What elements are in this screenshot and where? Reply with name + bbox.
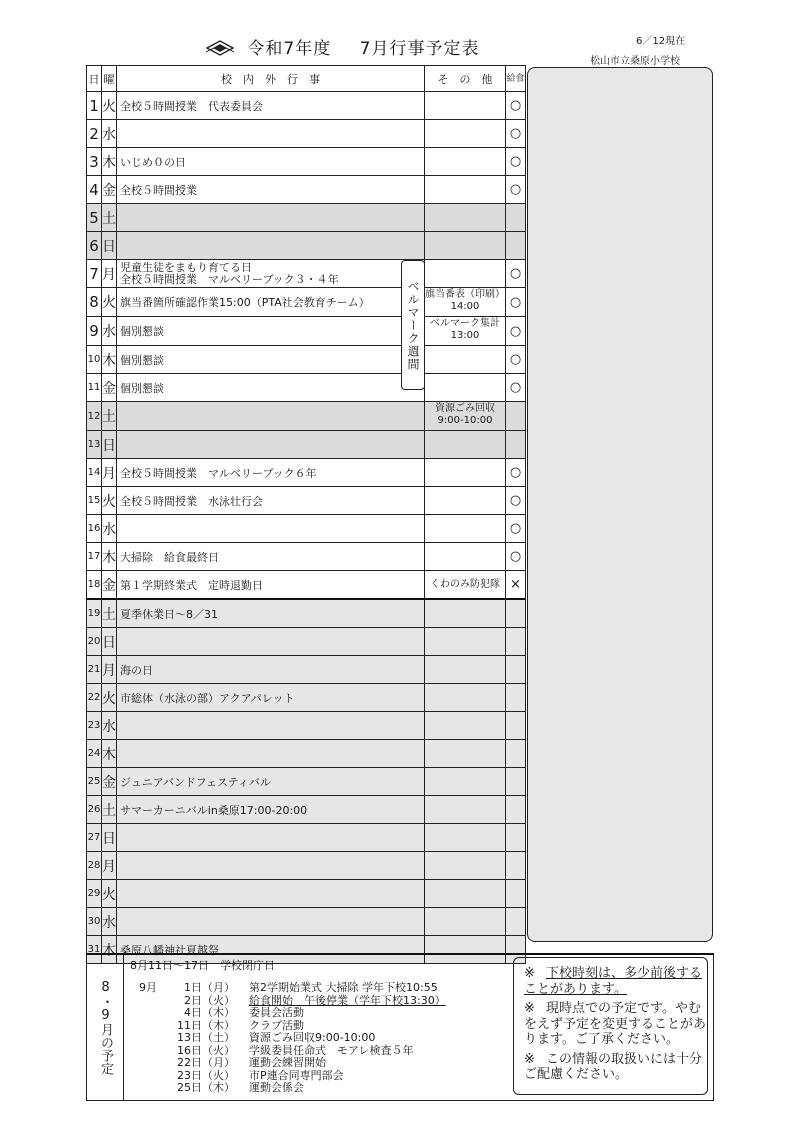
meal-cell: ○ (506, 148, 526, 176)
weekday-cell: 水 (102, 317, 117, 346)
weekday-cell: 金 (102, 571, 117, 600)
other-cell (425, 260, 506, 288)
other-cell (425, 487, 506, 515)
as-of-date: 6／12現在 (636, 36, 686, 47)
weekday-cell: 日 (102, 431, 117, 459)
aug-sep-label: 8・9月の予定 (87, 955, 124, 1100)
meal-cell (506, 880, 526, 908)
meal-cell: ○ (506, 92, 526, 120)
header-meal: 給食 (506, 66, 526, 92)
day-cell: 7 (87, 260, 102, 288)
september-date: 16日（火） (177, 1043, 235, 1057)
weekday-cell: 水 (102, 908, 117, 936)
other-cell (425, 92, 506, 120)
weekday-cell: 木 (102, 148, 117, 176)
event-cell: 海の日 (117, 656, 425, 684)
event-cell: ジュニアバンドフェスティバル (117, 768, 425, 796)
day-cell: 3 (87, 148, 102, 176)
meal-cell: ○ (506, 543, 526, 571)
event-cell: 全校５時間授業 水泳壮行会 (117, 487, 425, 515)
table-row (87, 92, 526, 120)
other-cell (425, 768, 506, 796)
event-cell: 桑原八幡神社夏越祭 (117, 936, 425, 964)
day-cell: 5 (87, 204, 102, 232)
september-date: 25日（木） (177, 1081, 235, 1094)
weekday-cell: 木 (102, 936, 117, 964)
other-cell (425, 824, 506, 852)
weekday-cell: 水 (102, 712, 117, 740)
table-row (87, 628, 526, 656)
other-cell (425, 374, 506, 402)
day-cell: 23 (87, 712, 102, 740)
other-line: 資源ごみ回収 (435, 403, 495, 414)
event-cell (117, 880, 425, 908)
day-cell: 9 (87, 317, 102, 346)
meal-cell (506, 824, 526, 852)
notes-side-panel (527, 67, 713, 942)
other-cell (425, 740, 506, 768)
table-row (87, 852, 526, 880)
other-line: 9:00-10:00 (437, 415, 493, 426)
meal-cell: ○ (506, 120, 526, 148)
meal-cell (506, 204, 526, 232)
other-cell (425, 148, 506, 176)
day-cell: 20 (87, 628, 102, 656)
table-row (87, 740, 526, 768)
page-title (205, 34, 479, 59)
meal-cell (506, 852, 526, 880)
weekday-cell: 火 (102, 288, 117, 317)
weekday-cell: 木 (102, 346, 117, 374)
meal-cell (506, 684, 526, 712)
september-date: 11日（木） (177, 1018, 235, 1032)
table-row (87, 204, 526, 232)
notice-mark: ※ (524, 1051, 535, 1067)
meal-cell (506, 768, 526, 796)
event-cell (117, 431, 425, 459)
header-events: 校 内 外 行 事 (117, 66, 425, 92)
other-cell (425, 515, 506, 543)
event-cell (117, 204, 425, 232)
weekday-cell: 金 (102, 374, 117, 402)
meal-cell (506, 628, 526, 656)
day-cell: 25 (87, 768, 102, 796)
table-row (87, 487, 526, 515)
day-cell: 31 (87, 936, 102, 964)
meal-cell (506, 712, 526, 740)
title-month: 7月行事予定表 (359, 39, 480, 59)
table-row (87, 515, 526, 543)
table-row (87, 431, 526, 459)
table-row (87, 402, 526, 431)
september-event: 運動会練習開始 (249, 1056, 326, 1069)
weekday-cell: 月 (102, 656, 117, 684)
event-cell: 個別懇談 (117, 317, 425, 346)
day-cell: 13 (87, 431, 102, 459)
weekday-cell: 水 (102, 515, 117, 543)
other-cell (425, 288, 506, 317)
table-row (87, 908, 526, 936)
table-row (87, 599, 526, 628)
notice-item (524, 1052, 707, 1083)
meal-cell (506, 599, 526, 628)
day-cell: 1 (87, 92, 102, 120)
day-cell: 26 (87, 796, 102, 824)
header-other: そ の 他 (425, 66, 506, 92)
weekday-cell: 日 (102, 824, 117, 852)
meal-cell: × (506, 571, 526, 600)
event-cell: 全校５時間授業 代表委員会 (117, 92, 425, 120)
header-day: 日 (87, 66, 102, 92)
table-row (87, 796, 526, 824)
other-cell (425, 599, 506, 628)
weekday-cell: 火 (102, 487, 117, 515)
september-event: 委員会活動 (249, 1006, 304, 1019)
event-cell: 市総体（水泳の部）アクアパレット (117, 684, 425, 712)
day-cell: 29 (87, 880, 102, 908)
day-cell: 21 (87, 656, 102, 684)
september-date: 13日（土） (177, 1031, 235, 1044)
september-item (139, 1082, 446, 1095)
other-cell (425, 431, 506, 459)
event-cell (117, 628, 425, 656)
event-cell: サマーカーニバルin桑原17:00-20:00 (117, 796, 425, 824)
day-cell: 28 (87, 852, 102, 880)
september-event: 給食開始 午後停業（学年下校13:30） (249, 993, 446, 1007)
other-cell (425, 543, 506, 571)
meal-cell: ○ (506, 487, 526, 515)
weekday-cell: 火 (102, 92, 117, 120)
event-cell: 旗当番箇所確認作業15:00（PTA社会教育チーム） (117, 288, 425, 317)
weekday-cell: 木 (102, 543, 117, 571)
meal-cell: ○ (506, 260, 526, 288)
weekday-cell: 火 (102, 880, 117, 908)
weekday-cell: 水 (102, 120, 117, 148)
event-cell (117, 824, 425, 852)
notice-item (524, 1001, 707, 1048)
other-cell (425, 232, 506, 260)
other-cell (425, 712, 506, 740)
table-row (87, 824, 526, 852)
weekday-cell: 土 (102, 402, 117, 431)
other-cell (425, 402, 506, 431)
meal-cell: ○ (506, 459, 526, 487)
september-event: 資源ごみ回収9:00-10:00 (249, 1031, 376, 1044)
other-cell (425, 317, 506, 346)
day-cell: 4 (87, 176, 102, 204)
september-date: 4日（木） (184, 1006, 235, 1019)
weekday-cell: 土 (102, 796, 117, 824)
other-cell (425, 852, 506, 880)
september-date: 23日（火） (177, 1068, 235, 1082)
september-date: 1日（月） (184, 981, 235, 994)
september-month: 9月 (139, 981, 157, 994)
weekday-cell: 日 (102, 628, 117, 656)
september-event: 運動会係会 (249, 1081, 304, 1094)
meal-cell: ○ (506, 374, 526, 402)
other-cell (425, 684, 506, 712)
event-cell (117, 908, 425, 936)
other-cell (425, 908, 506, 936)
weekday-cell: 土 (102, 204, 117, 232)
weekday-cell: 月 (102, 260, 117, 288)
other-cell (425, 796, 506, 824)
day-cell: 22 (87, 684, 102, 712)
day-cell: 16 (87, 515, 102, 543)
table-row (87, 684, 526, 712)
day-cell: 6 (87, 232, 102, 260)
event-cell (117, 232, 425, 260)
meal-cell: ○ (506, 176, 526, 204)
table-row (87, 288, 526, 317)
meal-cell (506, 431, 526, 459)
notice-box (513, 957, 708, 1095)
weekday-cell: 火 (102, 684, 117, 712)
day-cell: 14 (87, 459, 102, 487)
event-cell: 第１学期終業式 定時退勤日 (117, 571, 425, 600)
notice-text: 現時点での予定です。やむをえず予定を変更することがあります。ご了承ください。 (524, 1001, 707, 1047)
weekday-cell: 土 (102, 599, 117, 628)
meal-cell: ○ (506, 515, 526, 543)
event-line: 児童生徒をまもり育てる日 (120, 260, 252, 274)
school-name: 松山市立桑原小学校 (590, 56, 680, 67)
other-cell (425, 656, 506, 684)
september-event: 学級委員任命式 モアレ検査５年 (249, 1043, 414, 1057)
event-cell (117, 712, 425, 740)
table-row (87, 712, 526, 740)
table-row (87, 656, 526, 684)
table-row (87, 148, 526, 176)
other-cell (425, 459, 506, 487)
other-line: 旗当番表（印刷） (425, 289, 505, 300)
table-row (87, 120, 526, 148)
other-cell: くわのみ防犯隊 (425, 571, 506, 600)
event-cell (117, 515, 425, 543)
table-row (87, 346, 526, 374)
day-cell: 17 (87, 543, 102, 571)
day-cell: 10 (87, 346, 102, 374)
day-cell: 24 (87, 740, 102, 768)
event-cell: 大掃除 給食最終日 (117, 543, 425, 571)
meal-cell: ○ (506, 346, 526, 374)
event-cell (117, 120, 425, 148)
other-line: 14:00 (450, 301, 480, 312)
table-header (87, 66, 526, 92)
event-cell: 個別懇談 (117, 346, 425, 374)
bell-mark-week-label: ベルマーク週間 (401, 260, 425, 390)
other-cell (425, 176, 506, 204)
table-row (87, 260, 526, 288)
day-cell: 19 (87, 599, 102, 628)
table-row (87, 232, 526, 260)
notice-mark: ※ (524, 966, 535, 981)
meal-cell: ○ (506, 317, 526, 346)
table-row (87, 768, 526, 796)
school-emblem-icon (205, 39, 235, 57)
notice-mark: ※ (524, 1001, 535, 1016)
weekday-cell: 木 (102, 740, 117, 768)
schedule-table (86, 65, 526, 964)
august-closure: 8月11日～17日 学校閉庁日 (130, 959, 275, 972)
weekday-cell: 日 (102, 232, 117, 260)
other-cell (425, 346, 506, 374)
meal-cell (506, 402, 526, 431)
meal-cell (506, 232, 526, 260)
table-row (87, 176, 526, 204)
other-cell (425, 120, 506, 148)
september-date: 2日（火） (184, 993, 235, 1007)
september-event: 第2学期始業式 大掃除 学年下校10:55 (249, 981, 438, 994)
event-cell: いじめ０の日 (117, 148, 425, 176)
day-cell: 18 (87, 571, 102, 600)
day-cell: 8 (87, 288, 102, 317)
event-cell: 夏季休業日～8／31 (117, 599, 425, 628)
event-cell (117, 852, 425, 880)
event-cell: 全校５時間授業 マルベリーブック６年 (117, 459, 425, 487)
event-cell (117, 260, 425, 288)
meal-cell (506, 740, 526, 768)
meal-cell (506, 796, 526, 824)
header-weekday: 曜 (102, 66, 117, 92)
day-cell: 11 (87, 374, 102, 402)
table-row (87, 543, 526, 571)
table-row (87, 459, 526, 487)
other-line: 13:00 (450, 330, 480, 341)
weekday-cell: 月 (102, 459, 117, 487)
meal-cell (506, 908, 526, 936)
meal-cell: ○ (506, 288, 526, 317)
title-year: 令和7年度 (247, 39, 332, 59)
notice-item (524, 966, 707, 997)
other-cell (425, 880, 506, 908)
table-row (87, 317, 526, 346)
day-cell: 15 (87, 487, 102, 515)
day-cell: 2 (87, 120, 102, 148)
other-cell (425, 628, 506, 656)
event-cell (117, 402, 425, 431)
weekday-cell: 金 (102, 768, 117, 796)
day-cell: 27 (87, 824, 102, 852)
september-events (139, 982, 446, 1095)
other-cell (425, 204, 506, 232)
event-line: 全校５時間授業 マルベリーブック３・４年 (120, 272, 339, 286)
table-row (87, 880, 526, 908)
day-cell: 30 (87, 908, 102, 936)
event-cell: 個別懇談 (117, 374, 425, 402)
aug-sep-schedule (86, 953, 714, 1101)
table-row (87, 374, 526, 402)
weekday-cell: 月 (102, 852, 117, 880)
event-cell: 全校５時間授業 (117, 176, 425, 204)
notice-text: この情報の取扱いには十分ご配慮ください。 (524, 1051, 703, 1082)
table-row (87, 571, 526, 600)
day-cell: 12 (87, 402, 102, 431)
event-cell (117, 740, 425, 768)
notice-text: 下校時刻は、多少前後することがあります。 (524, 966, 703, 997)
meal-cell (506, 656, 526, 684)
september-event: クラブ活動 (249, 1018, 304, 1032)
weekday-cell: 金 (102, 176, 117, 204)
other-line: ベルマーク集計 (430, 318, 500, 329)
september-event: 市P連合同専門部会 (249, 1068, 344, 1082)
september-date: 22日（月） (177, 1056, 235, 1069)
